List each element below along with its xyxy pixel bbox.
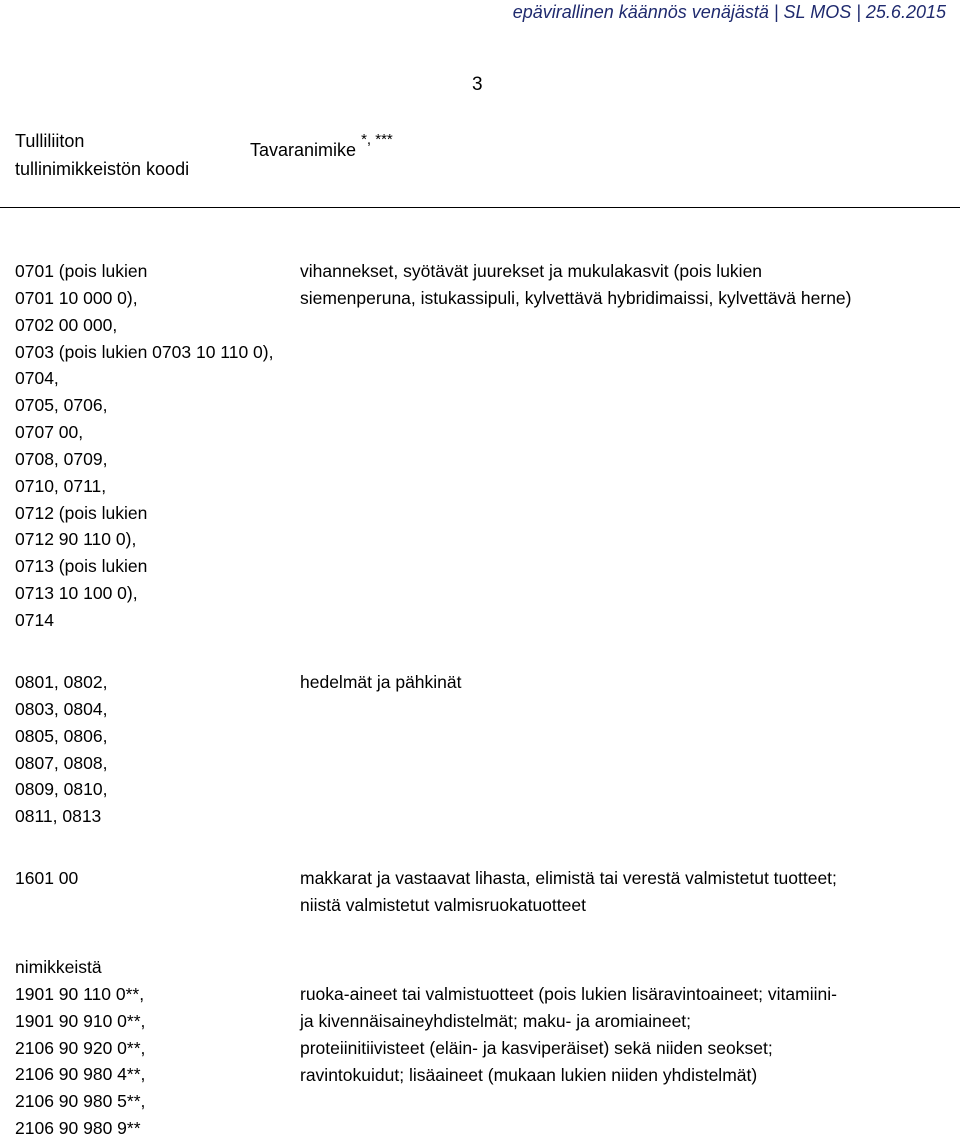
description-line: ruoka-aineet tai valmistuotteet (pois lukien lisäravintoaineet; vitamiini- [300, 984, 837, 1004]
description-line: makkarat ja vastaavat lihasta, elimistä tai verestä valmistetut tuotteet; [300, 868, 837, 888]
footnote-marks: *, *** [361, 131, 393, 148]
code-line: 2106 90 980 9** [15, 1118, 141, 1139]
codes-group-foodstuffs [15, 954, 145, 1142]
description-group-foodstuffs [300, 981, 837, 1088]
code-line: 0713 (pois lukien [15, 556, 148, 577]
description-line: siemenperuna, istukassipuli, kylvettävä hybridimaissi, kylvettävä herne) [300, 287, 852, 308]
code-line: 0712 90 110 0), [15, 529, 137, 550]
code-line: 0705, 0706, [15, 395, 108, 416]
code-line: 0801, 0802, [15, 672, 108, 692]
code-line: 2106 90 980 5**, [15, 1091, 146, 1112]
description-group-vegetables [300, 258, 852, 312]
code-line: 0708, 0709, [15, 448, 108, 469]
code-line: 0805, 0806, [15, 725, 108, 746]
code-line: 0809, 0810, [15, 779, 108, 800]
code-line: 0712 (pois lukien [15, 502, 148, 523]
code-line: 0807, 0808, [15, 752, 108, 773]
code-line: 1601 00 [15, 868, 79, 888]
code-line: 0704, [15, 368, 59, 389]
code-line: 0701 (pois lukien [15, 261, 148, 281]
description-line: hedelmät ja pähkinät [300, 672, 462, 692]
description-line: niistä valmistetut valmisruokatuotteet [300, 894, 586, 915]
description-line: ravintokuidut; lisäaineet (mukaan lukien niiden yhdistelmät) [300, 1064, 758, 1085]
description-line: vihannekset, syötävät juurekset ja mukulakasvit (pois lukien [300, 261, 763, 281]
code-line: 0702 00 000, [15, 314, 118, 335]
code-column-heading [15, 127, 189, 183]
name-column-heading-text: Tavaranimike [250, 140, 357, 160]
description-group-sausages [300, 865, 837, 919]
description-line: proteiinitiivisteet (eläin- ja kasviperäiset) sekä niiden seokset; [300, 1037, 773, 1058]
codes-group-vegetables [15, 258, 273, 634]
code-column-heading-line1: Tulliliiton [15, 131, 85, 151]
codes-group-fruits [15, 669, 107, 830]
page-number: 3 [472, 74, 483, 95]
code-line: 0703 (pois lukien 0703 10 110 0), [15, 341, 274, 362]
code-line: 2106 90 980 4**, [15, 1064, 146, 1085]
name-column-heading [250, 131, 393, 166]
codes-group-sausages [15, 865, 78, 892]
code-line: 0803, 0804, [15, 698, 108, 719]
header-rule [0, 207, 960, 208]
description-line: ja kivennäisaineyhdistelmät; maku- ja aromiaineet; [300, 1010, 692, 1031]
code-line: 0707 00, [15, 422, 84, 443]
code-line: 0710, 0711, [15, 475, 107, 496]
running-header: epävirallinen käännös venäjästä | SL MOS | 25.6.2015 [512, 2, 946, 22]
code-line: 1901 90 910 0**, [15, 1010, 146, 1031]
code-line: nimikkeistä [15, 957, 102, 977]
code-line: 1901 90 110 0**, [15, 983, 145, 1004]
code-line: 0701 10 000 0), [15, 287, 138, 308]
code-line: 0713 10 100 0), [15, 583, 138, 604]
code-column-heading-line2: tullinimikkeistön koodi [15, 159, 190, 179]
code-line: 2106 90 920 0**, [15, 1037, 146, 1058]
description-group-fruits [300, 669, 462, 696]
code-line: 0811, 0813 [15, 806, 102, 827]
code-line: 0714 [15, 609, 54, 630]
